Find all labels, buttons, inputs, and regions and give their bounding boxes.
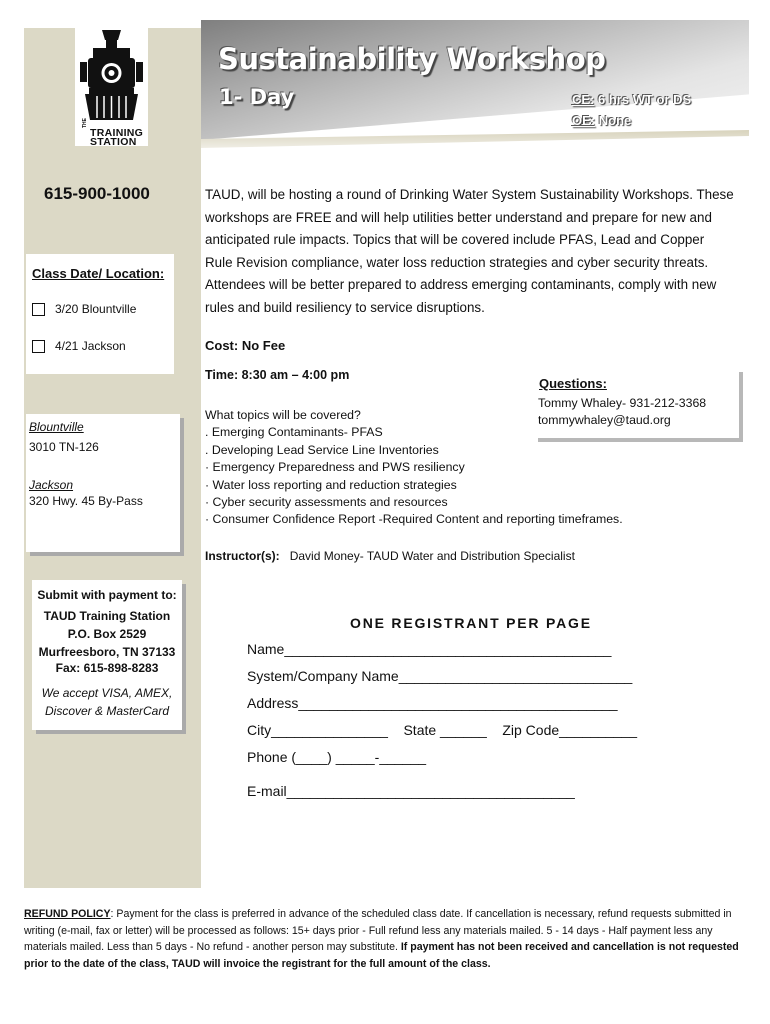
questions-header: Questions: bbox=[539, 376, 607, 391]
logo-text-line2: STATION bbox=[90, 136, 137, 148]
name-field[interactable]: Name__________________________________________ bbox=[247, 641, 612, 657]
instructor-value: David Money- TAUD Water and Distribution Specialist bbox=[289, 549, 575, 563]
oe-value: None bbox=[598, 113, 632, 128]
submit-po-box: P.O. Box 2529 bbox=[67, 627, 147, 641]
oe-credits bbox=[572, 113, 631, 128]
city-state-zip-row bbox=[247, 722, 637, 738]
time-label: Time: bbox=[205, 368, 239, 382]
logo-vertical-text: THE bbox=[82, 118, 88, 128]
phone-field[interactable]: Phone (____) _____-______ bbox=[247, 749, 427, 765]
training-station-logo bbox=[75, 28, 148, 146]
questions-contact: Tommy Whaley- 931-212-3368 bbox=[538, 396, 707, 410]
accepted-cards-line1: We accept VISA, AMEX, bbox=[41, 686, 173, 700]
cost-value: No Fee bbox=[241, 338, 286, 353]
location-address: 320 Hwy. 45 By-Pass bbox=[29, 494, 143, 508]
email-field[interactable]: E-mail_____________________________________ bbox=[247, 783, 575, 799]
workshop-description: TAUD, will be hosting a round of Drinking Water System Sustainability Workshops. These workshops are FREE and will help utilities better understand and prepare for new and anticipated rule impacts. Topics that will be covered include PFAS, Lead and Copper Rule Revision compliance, water loss reduction strategies and cyber security threats. Attendees will be better prepared to address emerging contaminants, comply with new rules and build resiliency to service disruptions. bbox=[205, 187, 734, 315]
submit-header: Submit with payment to: bbox=[37, 588, 177, 602]
submit-payment-card bbox=[32, 580, 182, 730]
questions-email[interactable]: tommywhaley@taud.org bbox=[538, 413, 671, 427]
location-name: Jackson bbox=[29, 478, 74, 492]
instructor-label: Instructor(s): bbox=[205, 549, 280, 563]
page-title: Sustainability Workshop bbox=[218, 42, 606, 76]
topics-header: What topics will be covered? bbox=[205, 408, 361, 422]
class-option-label: 3/20 Blountville bbox=[55, 302, 137, 316]
company-field[interactable]: System/Company Name______________________________ bbox=[247, 668, 633, 684]
cost-line bbox=[205, 338, 285, 353]
header-banner bbox=[201, 20, 749, 140]
class-option-blountville[interactable] bbox=[32, 302, 136, 316]
registration-title: ONE REGISTRANT PER PAGE bbox=[350, 615, 592, 631]
list-item: · Cyber security assessments and resources bbox=[205, 495, 448, 510]
checkbox[interactable] bbox=[32, 340, 45, 353]
checkbox[interactable] bbox=[32, 303, 45, 316]
list-item: · Consumer Confidence Report -Required Content and reporting timeframes. bbox=[205, 512, 623, 527]
city-field[interactable]: City_______________ bbox=[247, 722, 388, 738]
oe-label: OE: bbox=[572, 113, 596, 128]
locations-card bbox=[26, 414, 180, 552]
list-item: . Developing Lead Service Line Inventories bbox=[205, 442, 439, 457]
time-line bbox=[205, 368, 349, 382]
address-field[interactable]: Address_________________________________________ bbox=[247, 695, 618, 711]
cost-label: Cost: bbox=[205, 338, 239, 353]
logo-text-line1: TRAINING bbox=[90, 127, 144, 139]
submit-org: TAUD Training Station bbox=[43, 609, 171, 623]
refund-policy bbox=[24, 906, 742, 972]
ce-label: CE: bbox=[572, 92, 595, 107]
topics-list bbox=[205, 407, 623, 529]
contact-phone: 615-900-1000 bbox=[44, 184, 150, 203]
refund-label: REFUND POLICY bbox=[24, 908, 111, 920]
instructor-line bbox=[205, 549, 575, 563]
class-date-card bbox=[26, 254, 174, 374]
accepted-cards-line2: Discover & MasterCard bbox=[44, 704, 170, 718]
list-item: · Emergency Preparedness and PWS resiliency bbox=[205, 460, 465, 475]
ce-credits bbox=[572, 92, 691, 107]
submit-fax: Fax: 615-898-8283 bbox=[55, 661, 159, 675]
page-subtitle: 1- Day bbox=[219, 85, 295, 109]
location-address: 3010 TN-126 bbox=[29, 440, 99, 454]
refund-text: : Payment for the class is preferred in advance of the scheduled class date. If cancellation is necessary, refund requests submitted in writing (e-mail, fax or letter) will be processed as follows: 15+ days prior - Full refund less any materials mailed. 5 - 14 days - Half payment less any materials mailed. Less than 5 days - No refund - another person may substitute. bbox=[24, 908, 732, 953]
class-option-jackson[interactable] bbox=[32, 339, 126, 353]
state-field[interactable]: State ______ bbox=[403, 722, 487, 738]
list-item: · Water loss reporting and reduction strategies bbox=[205, 477, 457, 492]
submit-city: Murfreesboro, TN 37133 bbox=[38, 645, 176, 659]
time-value: 8:30 am – 4:00 pm bbox=[241, 368, 350, 382]
ce-value: 6 hrs WT or DS bbox=[598, 92, 692, 107]
refund-bold-text: If payment has not been received and cancellation is not requested prior to the date of the class, TAUD will invoice the registrant for the full amount of the class. bbox=[24, 941, 739, 970]
zip-field[interactable]: Zip Code__________ bbox=[502, 722, 637, 738]
class-date-header: Class Date/ Location: bbox=[32, 266, 165, 281]
location-name: Blountville bbox=[29, 420, 84, 434]
list-item: . Emerging Contaminants- PFAS bbox=[205, 425, 383, 440]
header-accent bbox=[201, 130, 749, 160]
class-option-label: 4/21 Jackson bbox=[55, 339, 126, 353]
